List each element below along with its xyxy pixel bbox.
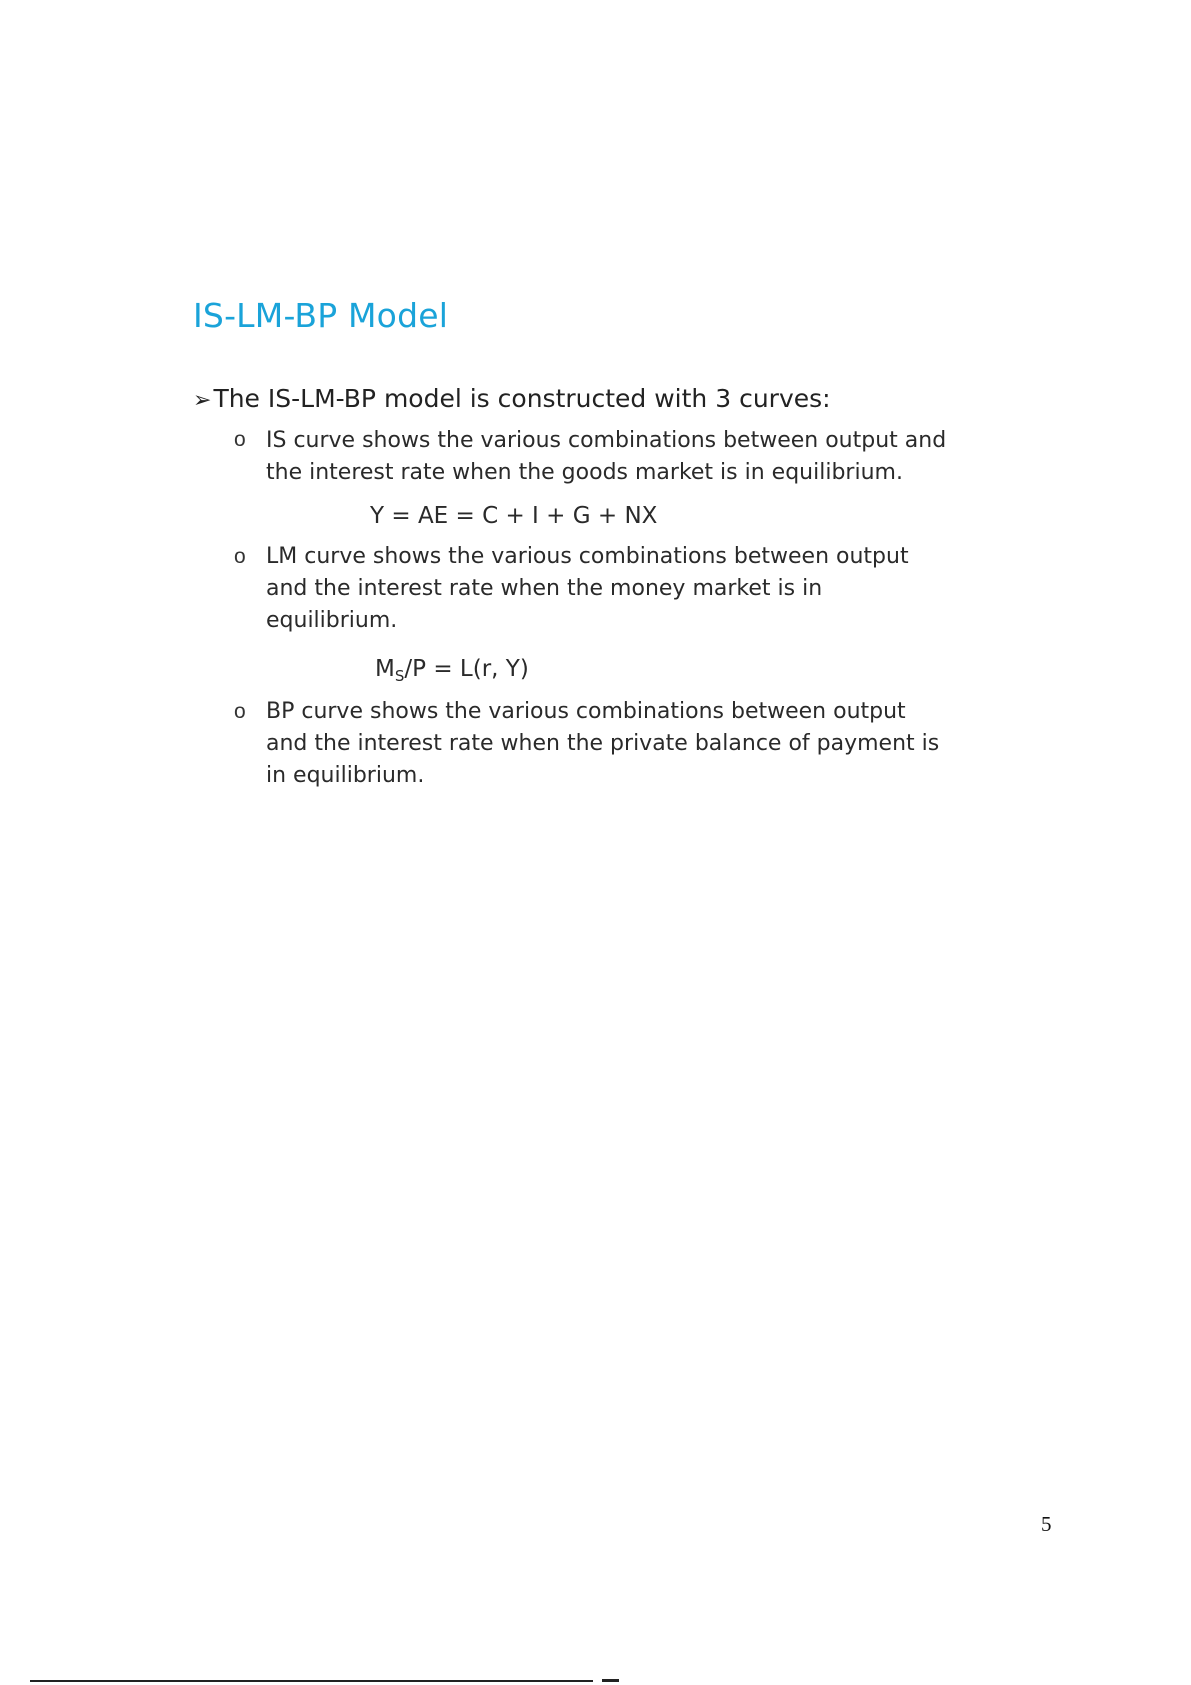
lm-curve-line-2: and the interest rate when the money market is in — [266, 576, 823, 601]
list-item-is-curve — [266, 425, 947, 489]
bp-curve-line-2: and the interest rate when the private balance of payment is — [266, 731, 940, 756]
lm-equation-m: M — [375, 656, 395, 682]
is-curve-line-1: IS curve shows the various combinations between output and — [266, 428, 947, 453]
arrow-bullet-icon: ➢ — [193, 388, 212, 413]
bp-curve-line-3: in equilibrium. — [266, 763, 425, 788]
page-number: 5 — [1041, 1512, 1052, 1536]
bullet-icon: o — [234, 700, 246, 723]
page-title: IS-LM-BP Model — [193, 296, 449, 335]
intro-line — [193, 384, 831, 413]
footer-mark — [602, 1679, 619, 1682]
lm-curve-line-1: LM curve shows the various combinations between output — [266, 544, 909, 569]
bullet-icon: o — [234, 545, 246, 568]
bullet-icon: o — [234, 428, 246, 451]
is-curve-line-2: the interest rate when the goods market is in equilibrium. — [266, 460, 903, 485]
list-item-lm-curve — [266, 541, 926, 637]
footer-rule — [30, 1680, 593, 1682]
list-item-bp-curve — [266, 696, 940, 792]
intro-text: The IS-LM-BP model is constructed with 3 curves: — [213, 384, 831, 413]
lm-equation-subscript: S — [394, 667, 405, 685]
lm-curve-line-3: equilibrium. — [266, 608, 398, 633]
bp-curve-line-1: BP curve shows the various combinations between output — [266, 699, 906, 724]
lm-equation — [375, 656, 529, 685]
is-equation: Y = AE = C + I + G + NX — [370, 503, 658, 529]
lm-equation-rhs: /P = L(r, Y) — [404, 656, 529, 682]
